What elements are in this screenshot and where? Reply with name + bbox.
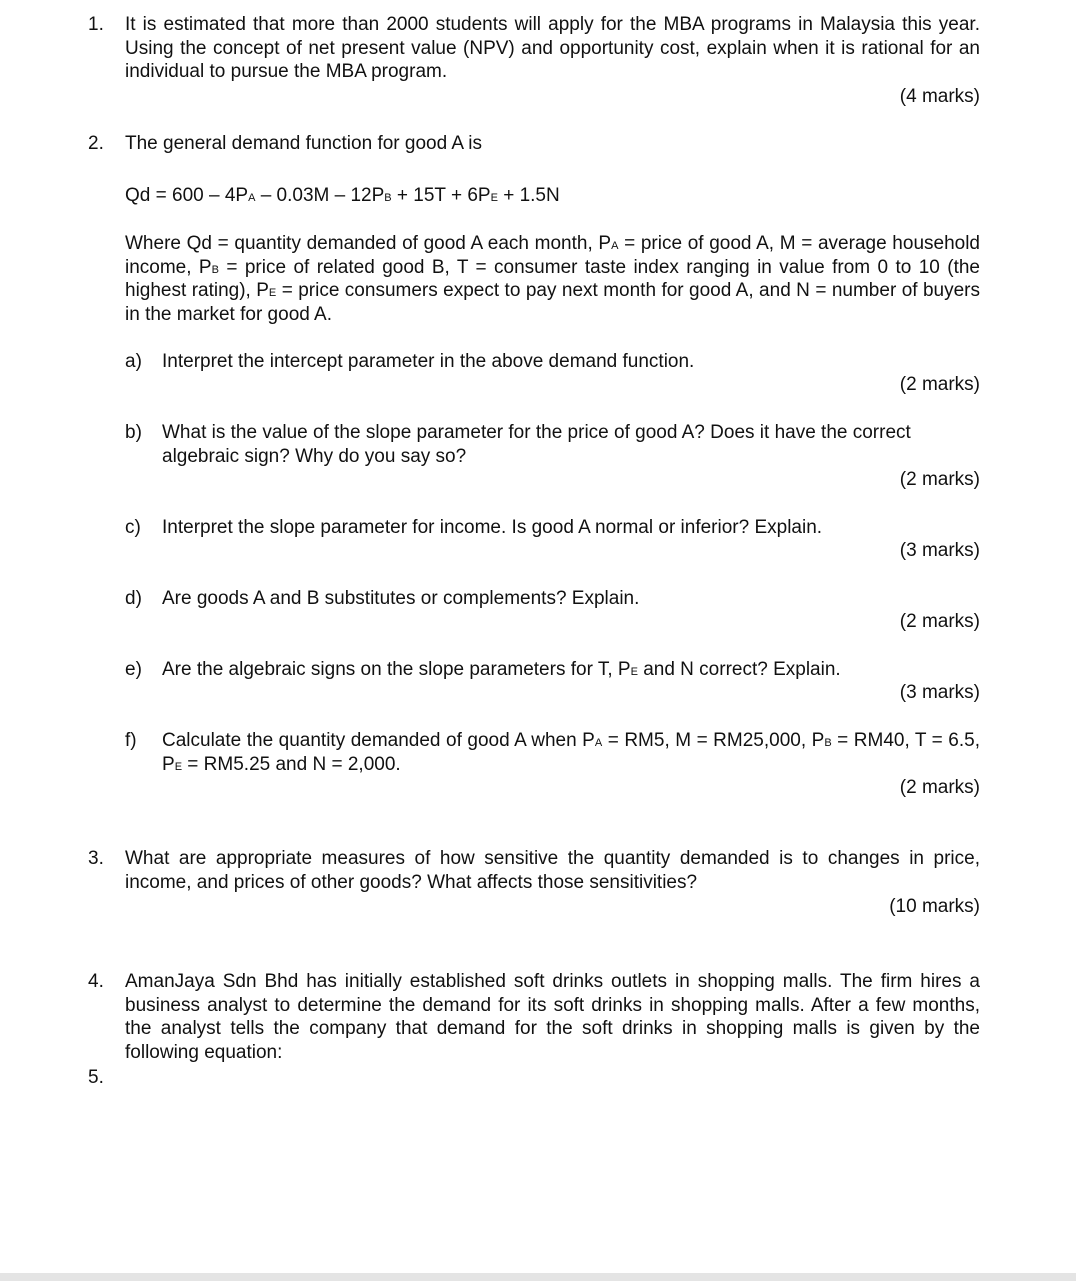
marks-label: (3 marks): [899, 682, 980, 703]
marks-label: (2 marks): [899, 374, 980, 395]
question-number: 2.: [88, 133, 104, 154]
part-label: f): [125, 730, 137, 751]
part-label: c): [125, 517, 141, 538]
part-text: Are the algebraic signs on the slope parameters for T, PE and N correct? Explain.: [162, 659, 841, 680]
part-text: Calculate the quantity demanded of good A when PA = RM5, M = RM25,000, PB = RM40, T = 6.5, PE = RM5.25 and N = 2,000.: [162, 730, 980, 775]
part-label: b): [125, 422, 142, 443]
question-number: 3.: [88, 848, 104, 869]
question-text: AmanJaya Sdn Bhd has initially established soft drinks outlets in shopping malls. The firm hires a business analyst to determine the demand for its soft drinks in shopping malls. After a few months, the analyst tells the company that demand for the soft drinks in shopping malls is given by the following equation:: [125, 971, 980, 1063]
marks-label: (2 marks): [899, 611, 980, 632]
marks-label: (2 marks): [899, 777, 980, 798]
marks-label: (2 marks): [899, 469, 980, 490]
part-text: Interpret the slope parameter for income. Is good A normal or inferior? Explain.: [162, 517, 823, 538]
question-number: 4.: [88, 971, 104, 992]
marks-label: (10 marks): [889, 896, 980, 917]
part-text: What is the value of the slope parameter for the price of good A? Does it have the correct algebraic sign? Why do you say so?: [162, 422, 911, 467]
demand-equation: Qd = 600 – 4PA – 0.03M – 12PB + 15T + 6PE + 1.5N: [125, 185, 560, 206]
part-text: Are goods A and B substitutes or complements? Explain.: [162, 588, 640, 609]
part-label: d): [125, 588, 142, 609]
question-intro: The general demand function for good A is: [125, 133, 483, 154]
question-text: What are appropriate measures of how sensitive the quantity demanded is to changes in price, income, and prices of other goods? What affects those sensitivities?: [125, 848, 980, 893]
marks-label: (4 marks): [899, 86, 980, 107]
part-label: a): [125, 351, 142, 372]
question-number: 5.: [88, 1067, 104, 1088]
part-text: Interpret the intercept parameter in the above demand function.: [162, 351, 695, 372]
variable-definitions: Where Qd = quantity demanded of good A each month, PA = price of good A, M = average household income, PB = price of related good B, T = consumer taste index ranging in value from 0 to 10 (the highest rating), PE = price consumers expect to pay next month for good A, and N = number of buyers in the market for good A.: [125, 233, 981, 325]
part-label: e): [125, 659, 142, 680]
question-number: 1.: [88, 14, 104, 35]
page-bottom-divider: [0, 1273, 1076, 1281]
question-text: It is estimated that more than 2000 students will apply for the MBA programs in Malaysia this year. Using the concept of net present value (NPV) and opportunity cost, explain when it is rational for an individual to pursue the MBA program.: [125, 14, 980, 82]
marks-label: (3 marks): [899, 540, 980, 561]
